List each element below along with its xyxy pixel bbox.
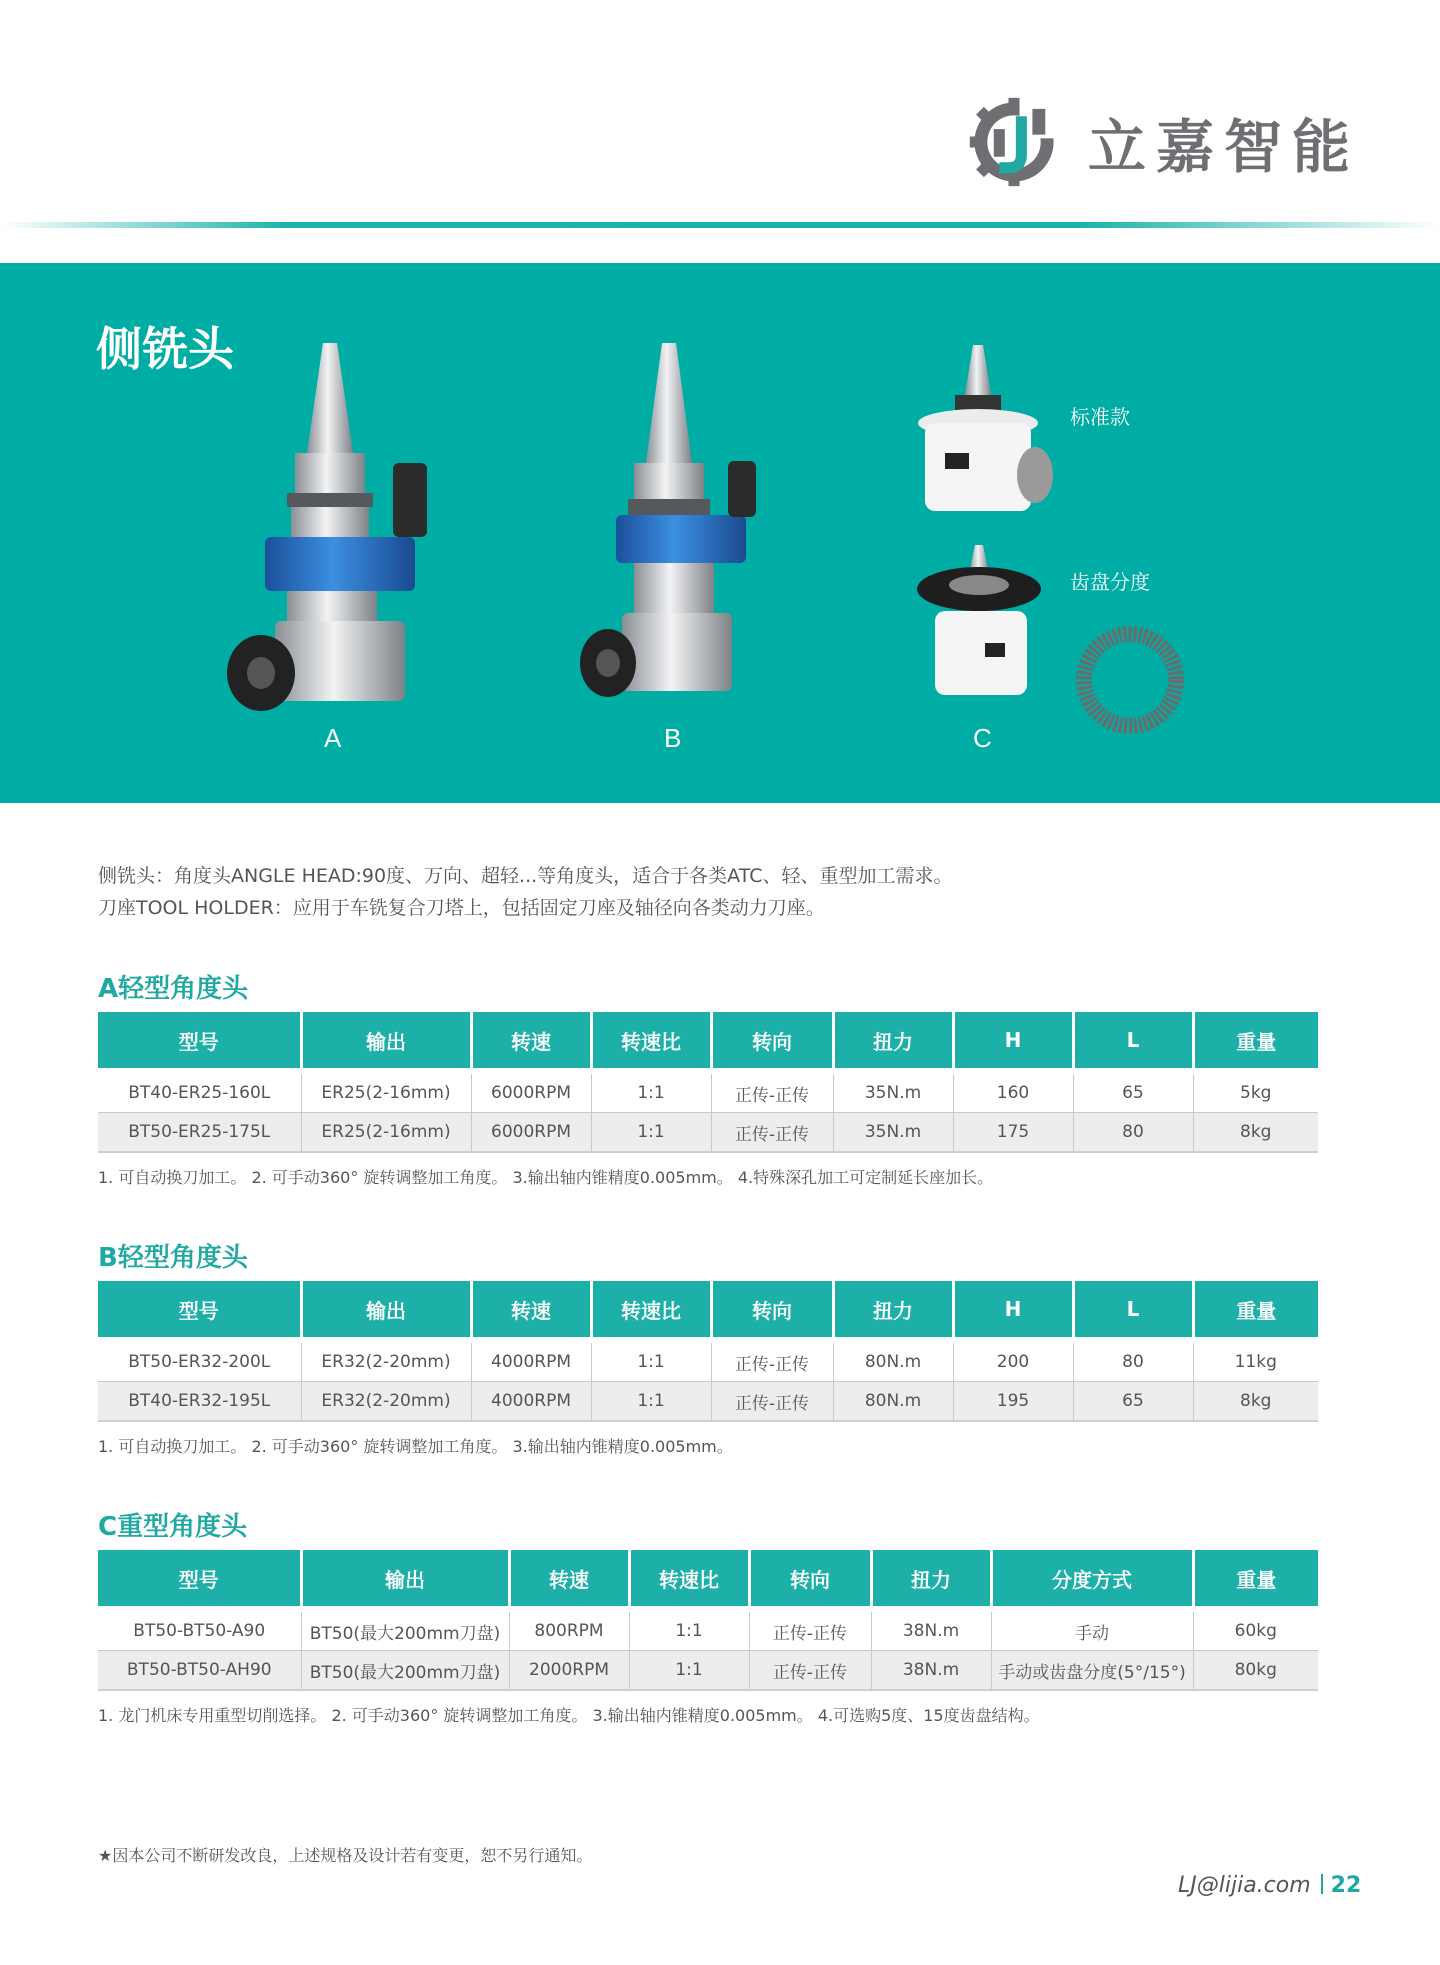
column-header: 转速 (509, 1550, 629, 1609)
table-cell: 正传-正传 (711, 1071, 833, 1113)
column-header: 转速 (471, 1012, 591, 1071)
table-cell: 80 (1073, 1340, 1193, 1382)
table-cell: 正传-正传 (749, 1609, 871, 1651)
table-cell: 35N.m (833, 1071, 953, 1113)
table-cell: 正传-正传 (711, 1113, 833, 1153)
column-header: L (1073, 1281, 1193, 1340)
table-row (98, 1340, 1318, 1382)
table-cell: 正传-正传 (711, 1340, 833, 1382)
table-cell: ER25(2-16mm) (301, 1071, 471, 1113)
table-cell: ER25(2-16mm) (301, 1113, 471, 1153)
table-cell: 4000RPM (471, 1382, 591, 1422)
table-cell: BT50(最大200mm刀盘) (301, 1651, 509, 1691)
column-header: 输出 (301, 1281, 471, 1340)
table-cell: 160 (953, 1071, 1073, 1113)
column-header: L (1073, 1012, 1193, 1071)
footer-separator (1321, 1874, 1323, 1894)
table-cell: BT50-BT50-AH90 (98, 1651, 301, 1691)
variant-standard-label: 标准款 (1070, 405, 1130, 429)
table-cell: ER32(2-20mm) (301, 1382, 471, 1422)
product-b-label: B (664, 723, 682, 753)
table-row (98, 1113, 1318, 1153)
footer-email[interactable]: LJ@lijia.com (1178, 1873, 1311, 1898)
column-header: 扭力 (871, 1550, 991, 1609)
table-cell: BT50(最大200mm刀盘) (301, 1609, 509, 1651)
table-cell: 1:1 (629, 1651, 749, 1691)
brand-name: 立嘉智能 (1088, 113, 1361, 181)
table-cell: BT40-ER32-195L (98, 1382, 301, 1422)
header-divider (0, 222, 1440, 228)
table-cell: 80 (1073, 1113, 1193, 1153)
table-cell: ER32(2-20mm) (301, 1340, 471, 1382)
table-cell: 35N.m (833, 1113, 953, 1153)
page-header (0, 0, 1440, 230)
table-cell: BT50-ER32-200L (98, 1340, 301, 1382)
table-cell: 200 (953, 1340, 1073, 1382)
table-cell: 6000RPM (471, 1113, 591, 1153)
product-b-image (578, 343, 788, 723)
column-header: H (953, 1012, 1073, 1071)
table-cell: 80kg (1193, 1651, 1318, 1691)
spec-table-a (98, 1012, 1318, 1153)
table-row (98, 1609, 1318, 1651)
intro-line: 刀座TOOL HOLDER：应用于车铣复合刀塔上，包括固定刀座及轴径向各类动力刀座。 (98, 897, 825, 919)
section-b-note: 1. 可自动换刀加工。 2. 可手动360° 旋转调整加工角度。 3.输出轴内锥精度0.005mm。 (98, 1437, 733, 1456)
table-cell: 38N.m (871, 1651, 991, 1691)
column-header: 转速 (471, 1281, 591, 1340)
table-cell: 80N.m (833, 1340, 953, 1382)
gear-logo-icon (968, 96, 1060, 188)
table-cell: 65 (1073, 1382, 1193, 1422)
product-c-standard-image (915, 345, 1055, 525)
table-cell: 1:1 (591, 1071, 711, 1113)
product-c-indexing-image (915, 545, 1055, 705)
index-gear-ring-image (1075, 625, 1185, 735)
column-header: 转向 (749, 1550, 871, 1609)
column-header: 型号 (98, 1550, 301, 1609)
footer-disclaimer: ★因本公司不断研发改良，上述规格及设计若有变更，恕不另行通知。 (98, 1846, 593, 1865)
table-row (98, 1382, 1318, 1422)
intro-line: 侧铣头：角度头ANGLE HEAD:90度、万向、超轻...等角度头，适合于各类ATC、轻、重型加工需求。 (98, 865, 953, 887)
table-cell: 60kg (1193, 1609, 1318, 1651)
table-cell: 5kg (1193, 1071, 1318, 1113)
column-header: 重量 (1193, 1550, 1318, 1609)
table-cell: 175 (953, 1113, 1073, 1153)
table-cell: 65 (1073, 1071, 1193, 1113)
column-header: 重量 (1193, 1012, 1318, 1071)
table-cell: 195 (953, 1382, 1073, 1422)
column-header: 转速比 (629, 1550, 749, 1609)
column-header: 分度方式 (991, 1550, 1193, 1609)
table-header-row (98, 1550, 1318, 1609)
product-c-label: C (973, 723, 992, 753)
column-header: 扭力 (833, 1281, 953, 1340)
column-header: 输出 (301, 1550, 509, 1609)
column-header: 转速比 (591, 1281, 711, 1340)
section-b-title: B轻型角度头 (98, 1243, 248, 1273)
table-cell: 80N.m (833, 1382, 953, 1422)
table-cell: 1:1 (629, 1609, 749, 1651)
column-header: H (953, 1281, 1073, 1340)
variant-indexing-label: 齿盘分度 (1070, 570, 1150, 594)
table-header-row (98, 1012, 1318, 1071)
product-a-label: A (324, 723, 342, 753)
table-cell: 手动或齿盘分度(5°/15°) (991, 1651, 1193, 1691)
column-header: 重量 (1193, 1281, 1318, 1340)
spec-table-c (98, 1550, 1318, 1691)
column-header: 扭力 (833, 1012, 953, 1071)
intro-text (98, 860, 952, 924)
table-cell: 手动 (991, 1609, 1193, 1651)
table-cell: 1:1 (591, 1382, 711, 1422)
section-c-note: 1. 龙门机床专用重型切削选择。 2. 可手动360° 旋转调整加工角度。 3.输出轴内锥精度0.005mm。 4.可选购5度、15度齿盘结构。 (98, 1706, 1040, 1725)
section-a-title: A轻型角度头 (98, 974, 249, 1004)
column-header: 转向 (711, 1012, 833, 1071)
spec-table-b (98, 1281, 1318, 1422)
table-cell: 正传-正传 (711, 1382, 833, 1422)
column-header: 转向 (711, 1281, 833, 1340)
table-cell: BT50-BT50-A90 (98, 1609, 301, 1651)
section-c-title: C重型角度头 (98, 1512, 248, 1542)
table-cell: 38N.m (871, 1609, 991, 1651)
table-cell: 1:1 (591, 1113, 711, 1153)
table-cell: 800RPM (509, 1609, 629, 1651)
column-header: 输出 (301, 1012, 471, 1071)
table-cell: 11kg (1193, 1340, 1318, 1382)
product-a-image (225, 343, 465, 723)
table-cell: 2000RPM (509, 1651, 629, 1691)
column-header: 转速比 (591, 1012, 711, 1071)
table-cell: 正传-正传 (749, 1651, 871, 1691)
table-cell: BT50-ER25-175L (98, 1113, 301, 1153)
hero-title: 侧铣头 (96, 322, 234, 376)
column-header: 型号 (98, 1281, 301, 1340)
table-cell: 6000RPM (471, 1071, 591, 1113)
table-cell: 8kg (1193, 1113, 1318, 1153)
page-number: 22 (1330, 1873, 1362, 1898)
table-cell: 4000RPM (471, 1340, 591, 1382)
table-cell: 8kg (1193, 1382, 1318, 1422)
brand-logo (968, 96, 1360, 188)
table-cell: BT40-ER25-160L (98, 1071, 301, 1113)
table-row (98, 1651, 1318, 1691)
table-header-row (98, 1281, 1318, 1340)
table-row (98, 1071, 1318, 1113)
table-cell: 1:1 (591, 1340, 711, 1382)
section-a-note: 1. 可自动换刀加工。 2. 可手动360° 旋转调整加工角度。 3.输出轴内锥精度0.005mm。 4.特殊深孔加工可定制延长座加长。 (98, 1168, 994, 1187)
hero-banner (0, 263, 1440, 803)
footer-contact (1178, 1873, 1361, 1898)
column-header: 型号 (98, 1012, 301, 1071)
